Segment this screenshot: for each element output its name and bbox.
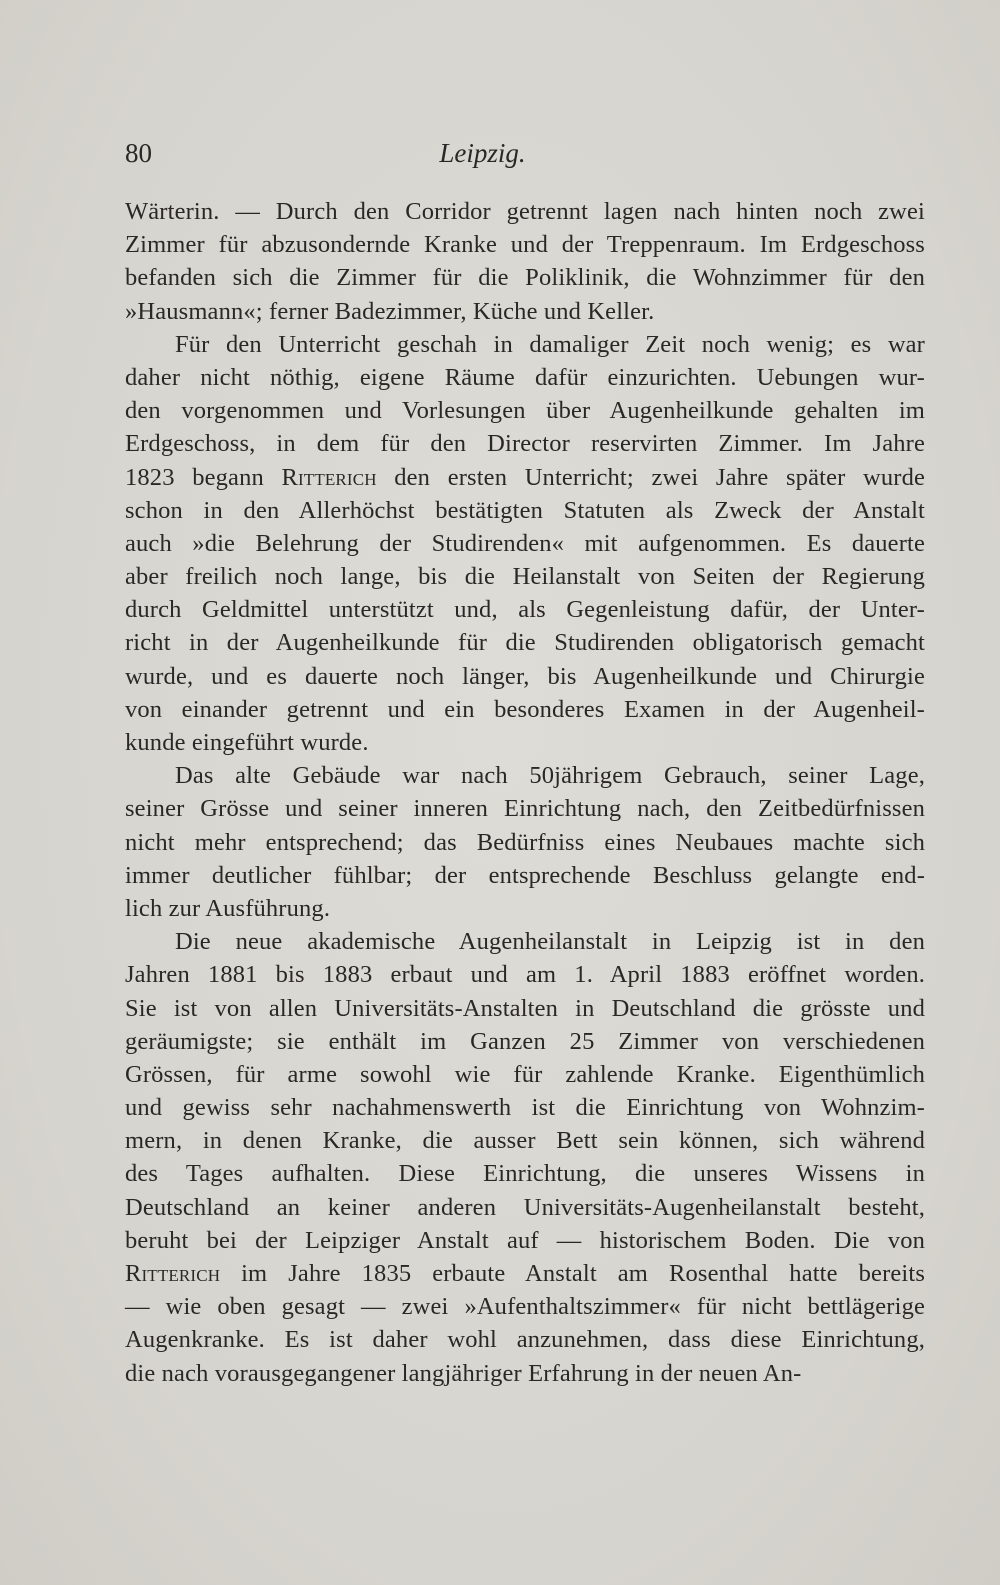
text-line: kunde eingeführt wurde.	[125, 729, 369, 756]
paragraph	[125, 328, 925, 759]
text-line: aber freilich noch lange, bis die Heilanstalt von Seiten der Regierung	[125, 563, 925, 591]
text-line: 1823 begann Ritterich den ersten Unterricht; zwei Jahre später wurde	[125, 463, 925, 491]
text-line: daher nicht nöthig, eigene Räume dafür einzurichten. Uebungen wur-	[125, 363, 925, 391]
text-line: schon in den Allerhöchst bestätigten Statuten als Zweck der Anstalt	[125, 496, 925, 524]
text-line: auch »die Belehrung der Studirenden« mit aufgenommen. Es dauerte	[125, 529, 925, 557]
text-line: geräumigste; sie enthält im Ganzen 25 Zimmer von verschiedenen	[125, 1027, 925, 1055]
text-line: und gewiss sehr nachahmenswerth ist die Einrichtung von Wohnzim-	[125, 1094, 925, 1122]
text-line: Augenkranke. Es ist daher wohl anzunehmen, dass diese Einrichtung,	[125, 1326, 925, 1354]
text-line: Erdgeschoss, in dem für den Director reservirten Zimmer. Im Jahre	[125, 430, 925, 458]
text-line: seiner Grösse und seiner inneren Einrichtung nach, den Zeitbedürfnissen	[125, 795, 925, 823]
text-line: lich zur Ausführung.	[125, 894, 331, 922]
text-line: immer deutlicher fühlbar; der entsprechende Beschluss gelangte end-	[125, 861, 925, 889]
text-line: Sie ist von allen Universitäts-Anstalten in Deutschland die grösste und	[125, 994, 925, 1022]
text-line: nicht mehr entsprechend; das Bedürfniss eines Neubaues machte sich	[125, 828, 925, 856]
text-line: Zimmer für abzusondernde Kranke und der Treppenraum. Im Erdgeschoss	[125, 231, 925, 259]
text-line: Das alte Gebäude war nach 50jährigem Gebrauch, seiner Lage,	[175, 762, 925, 790]
text-line: Jahren 1881 bis 1883 erbaut und am 1. April 1883 eröffnet worden.	[125, 961, 925, 989]
text-line: »Hausmann«; ferner Badezimmer, Küche und Keller.	[125, 297, 655, 325]
page-number: 80	[125, 138, 152, 168]
text-line: durch Geldmittel unterstützt und, als Gegenleistung dafür, der Unter-	[125, 596, 925, 624]
text-line: den vorgenommen und Vorlesungen über Augenheilkunde gehalten im	[125, 397, 925, 425]
person-name: Ritterich	[281, 463, 377, 491]
paragraph	[125, 925, 925, 1390]
text-line: Die neue akademische Augenheilanstalt in Leipzig ist in den	[175, 928, 925, 956]
text-line: — wie oben gesagt — zwei »Aufenthaltszimmer« für nicht bettlägerige	[125, 1293, 925, 1321]
running-title: Leipzig.	[439, 138, 526, 168]
text-line: richt in der Augenheilkunde für die Studirenden obligatorisch gemacht	[125, 629, 925, 657]
text-line: die nach vorausgegangener langjähriger Erfahrung in der neuen An-	[125, 1359, 802, 1387]
text-line: Ritterich im Jahre 1835 erbaute Anstalt am Rosenthal hatte bereits	[125, 1260, 925, 1287]
text-line: von einander getrennt und ein besonderes Examen in der Augenheil-	[125, 695, 925, 723]
paragraph	[125, 195, 925, 328]
text-line: beruht bei der Leipziger Anstalt auf — historischem Boden. Die von	[125, 1226, 925, 1254]
body-text	[125, 195, 925, 1390]
page-header	[125, 138, 925, 172]
text-line: wurde, und es dauerte noch länger, bis Augenheilkunde und Chirurgie	[125, 662, 925, 690]
text-line: Grössen, für arme sowohl wie für zahlende Kranke. Eigenthümlich	[125, 1060, 925, 1088]
person-name: Ritterich	[125, 1260, 221, 1287]
text-line: Für den Unterricht geschah in damaliger Zeit noch wenig; es war	[175, 330, 925, 358]
text-line: des Tages aufhalten. Diese Einrichtung, die unseres Wissens in	[125, 1160, 925, 1188]
text-line: mern, in denen Kranke, die ausser Bett sein können, sich während	[125, 1127, 925, 1155]
text-line: Deutschland an keiner anderen Universitäts-Augenheilanstalt besteht,	[125, 1193, 925, 1221]
text-line: befanden sich die Zimmer für die Poliklinik, die Wohnzimmer für den	[125, 264, 925, 292]
paragraph	[125, 759, 925, 925]
text-line: Wärterin. — Durch den Corridor getrennt lagen nach hinten noch zwei	[125, 198, 925, 225]
